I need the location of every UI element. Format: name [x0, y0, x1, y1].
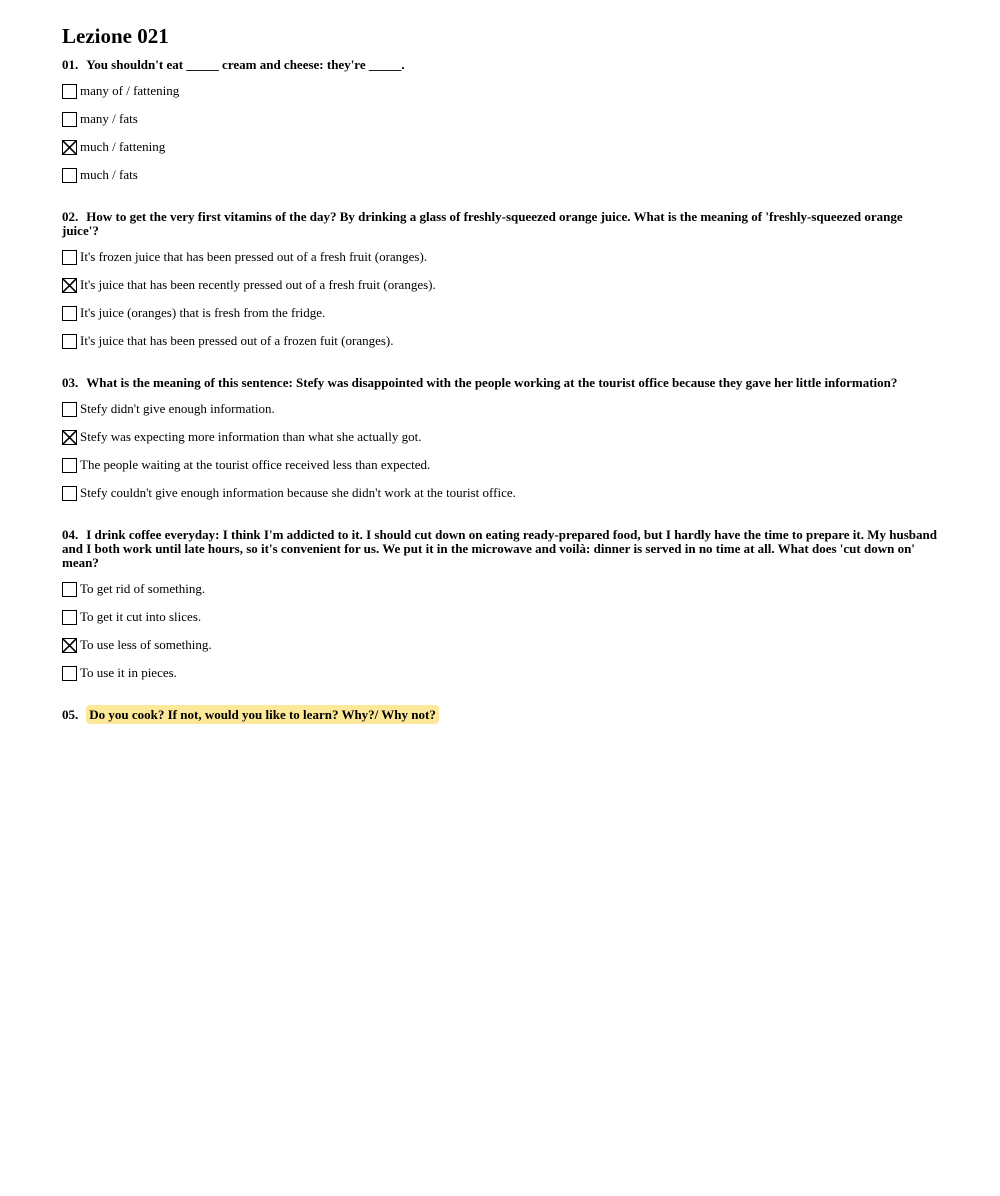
- checkbox-unchecked[interactable]: [62, 666, 77, 681]
- checkbox-checked[interactable]: [62, 140, 77, 155]
- answer-option[interactable]: [62, 276, 942, 294]
- checkbox-unchecked[interactable]: [62, 582, 77, 597]
- question-text: [62, 210, 942, 238]
- page-title: Lezione 021: [62, 24, 169, 48]
- question-03: [62, 376, 942, 502]
- checkbox-unchecked[interactable]: [62, 458, 77, 473]
- answer-option[interactable]: [62, 248, 942, 266]
- answer-option[interactable]: [62, 428, 942, 446]
- option-label: It's juice (oranges) that is fresh from the fridge.: [80, 305, 326, 320]
- option-list: [62, 580, 942, 682]
- option-label: It's juice that has been pressed out of a frozen fuit (oranges).: [80, 333, 394, 348]
- answer-option[interactable]: [62, 400, 942, 418]
- cross-mark-icon: [63, 141, 76, 154]
- question-04: [62, 528, 942, 682]
- question-body: What is the meaning of this sentence: Stefy was disappointed with the people working at the tourist office because they gave her little information?: [86, 375, 898, 390]
- checkbox-unchecked[interactable]: [62, 610, 77, 625]
- option-label: It's juice that has been recently pressed out of a fresh fruit (oranges).: [80, 277, 436, 292]
- question-list: [62, 58, 942, 722]
- answer-option[interactable]: [62, 456, 942, 474]
- option-label: Stefy was expecting more information than what she actually got.: [80, 429, 422, 444]
- question-body: I drink coffee everyday: I think I'm addicted to it. I should cut down on eating ready-prepared food, but I hardly have the time to prepare it. My husband and I both work until late hours, so it's convenient for us. We put it in the microwave and voilà: dinner is served in no time at all. What does 'cut down on' mean?: [62, 527, 937, 570]
- option-label: To get it cut into slices.: [80, 609, 202, 624]
- checkbox-unchecked[interactable]: [62, 402, 77, 417]
- answer-option[interactable]: [62, 138, 942, 156]
- question-number: 01.: [62, 57, 79, 72]
- answer-option[interactable]: [62, 304, 942, 322]
- cross-mark-icon: [63, 279, 76, 292]
- answer-option[interactable]: [62, 166, 942, 184]
- question-number: 03.: [62, 375, 79, 390]
- checkbox-unchecked[interactable]: [62, 486, 77, 501]
- answer-option[interactable]: [62, 580, 942, 598]
- checkbox-unchecked[interactable]: [62, 84, 77, 99]
- question-text: [62, 58, 942, 72]
- answer-option[interactable]: [62, 332, 942, 350]
- question-text: [62, 708, 942, 722]
- checkbox-unchecked[interactable]: [62, 168, 77, 183]
- option-list: [62, 248, 942, 350]
- option-label: Stefy didn't give enough information.: [80, 401, 275, 416]
- quiz-page: [62, 24, 942, 748]
- option-label: many / fats: [80, 111, 138, 126]
- question-number: 04.: [62, 527, 79, 542]
- answer-option[interactable]: [62, 636, 942, 654]
- option-list: [62, 82, 942, 184]
- checkbox-unchecked[interactable]: [62, 306, 77, 321]
- option-label: The people waiting at the tourist office received less than expected.: [80, 457, 431, 472]
- answer-option[interactable]: [62, 484, 942, 502]
- question-01: [62, 58, 942, 184]
- question-number: 02.: [62, 209, 79, 224]
- option-label: many of / fattening: [80, 83, 180, 98]
- question-body: How to get the very first vitamins of the day? By drinking a glass of freshly-squeezed orange juice. What is the meaning of 'freshly-squeezed orange juice'?: [62, 209, 903, 238]
- checkbox-checked[interactable]: [62, 278, 77, 293]
- question-number: 05.: [62, 707, 79, 722]
- option-label: It's frozen juice that has been pressed out of a fresh fruit (oranges).: [80, 249, 428, 264]
- checkbox-checked[interactable]: [62, 638, 77, 653]
- option-label: To get rid of something.: [80, 581, 206, 596]
- option-label: To use it in pieces.: [80, 665, 177, 680]
- question-body: Do you cook? If not, would you like to learn? Why?/ Why not?: [86, 705, 439, 724]
- cross-mark-icon: [63, 431, 76, 444]
- checkbox-unchecked[interactable]: [62, 334, 77, 349]
- option-label: To use less of something.: [80, 637, 212, 652]
- question-02: [62, 210, 942, 350]
- answer-option[interactable]: [62, 664, 942, 682]
- question-body: You shouldn't eat _____ cream and cheese: they're _____.: [86, 57, 405, 72]
- question-text: [62, 528, 942, 570]
- answer-option[interactable]: [62, 110, 942, 128]
- checkbox-unchecked[interactable]: [62, 112, 77, 127]
- answer-option[interactable]: [62, 608, 942, 626]
- option-label: Stefy couldn't give enough information because she didn't work at the tourist office.: [80, 485, 516, 500]
- answer-option[interactable]: [62, 82, 942, 100]
- question-text: [62, 376, 942, 390]
- option-list: [62, 400, 942, 502]
- checkbox-checked[interactable]: [62, 430, 77, 445]
- checkbox-unchecked[interactable]: [62, 250, 77, 265]
- question-05: [62, 708, 942, 722]
- option-label: much / fats: [80, 167, 138, 182]
- option-label: much / fattening: [80, 139, 166, 154]
- cross-mark-icon: [63, 639, 76, 652]
